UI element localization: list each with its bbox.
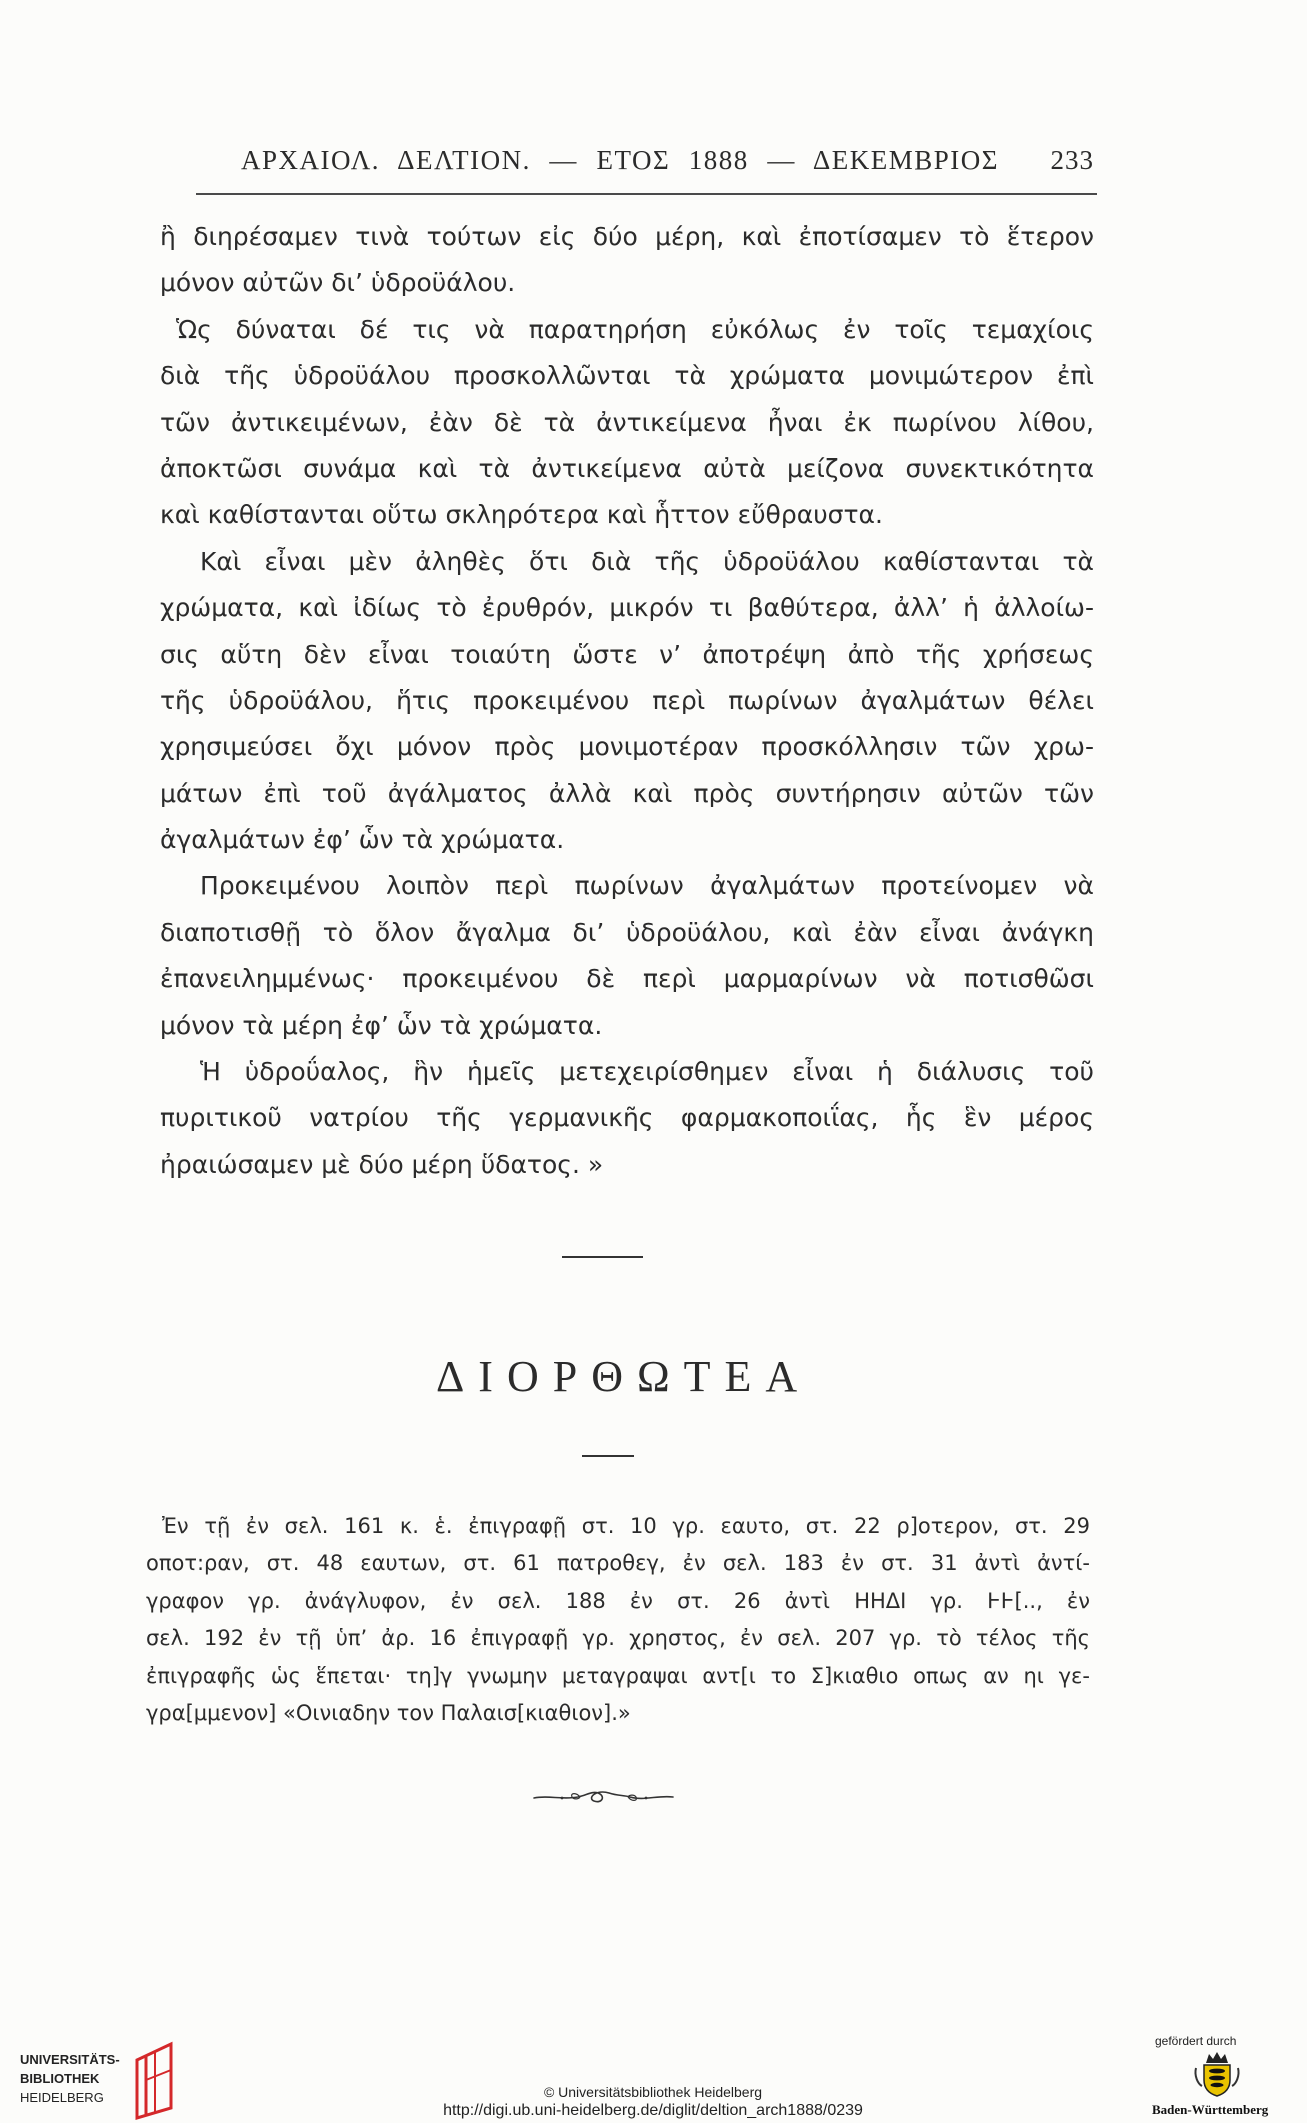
body-text — [160, 214, 1094, 1188]
text-line: Ὡς δύναται δέ τις νὰ παρατηρήση εὐκόλως ἐν τοῖς τεμαχίοις — [176, 314, 1094, 344]
text-line: Ἡ ὑδροΰαλος, ἣν ἡμεῖς μετεχειρίσθημεν εἶναι ἡ διάλυσις τοῦ — [200, 1057, 1094, 1087]
text-line: τῆς ὑδροϋάλου, ἥτις προκειμένου περὶ πωρίνων ἀγαλμάτων θέλει — [160, 685, 1094, 715]
sponsor-label: gefördert durch — [1155, 2034, 1237, 2048]
text-line: τῶν ἀντικειμένων, ἐὰν δὲ τὰ ἀντικείμενα ἦναι ἐκ πωρίνου λίθου, — [160, 407, 1094, 437]
text-line: μόνον αὐτῶν δι’ ὑδροϋάλου. — [160, 268, 516, 298]
copyright-notice: © Universitätsbibliothek Heidelberg — [543, 2084, 763, 2100]
page-number: 233 — [1050, 145, 1094, 175]
errata-line: σελ. 192 ἐν τῇ ὑπ’ ἀρ. 16 ἐπιγραφῇ γρ. χρηστος, ἐν σελ. 207 γρ. τὸ τέλος τῆς — [146, 1626, 1090, 1651]
errata-line: ἐπιγραφῆς ὡς ἕπεται· τη]γ γνωμην μεταγραψαι αντ[ι το Σ]κιαθιο οπως αν ηι γε- — [146, 1663, 1090, 1688]
section-rule-top — [562, 1256, 643, 1258]
library-name-line: BIBLIOTHEK — [20, 2071, 100, 2086]
library-name — [20, 2050, 120, 2107]
library-name-line: UNIVERSITÄTS- — [20, 2052, 120, 2067]
errata-line: γρα[μμενον] «Οινιαδην τον Παλαισ[κιαθιον].» — [146, 1700, 631, 1725]
paragraph — [160, 307, 1094, 539]
sponsor-name: Baden-Württemberg — [1152, 2102, 1269, 2117]
ornament-flourish — [532, 1784, 675, 1810]
library-logo-icon — [131, 2040, 179, 2120]
text-line: ἀγαλμάτων ἐφ’ ὧν τὰ χρώματα. — [160, 825, 565, 855]
text-line: καὶ καθίστανται οὕτω σκληρότερα καὶ ἧττον εὔθραυστα. — [160, 500, 883, 530]
text-line: πυριτικοῦ νατρίου τῆς γερμανικῆς φαρμακοποιΐας, ἧς ἓν μέρος — [160, 1103, 1094, 1133]
paragraph — [160, 1049, 1094, 1188]
section-rule-bottom — [582, 1455, 634, 1457]
text-line: Προκειμένου λοιπὸν περὶ πωρίνων ἀγαλμάτων προτείνομεν νὰ — [200, 871, 1094, 901]
text-line: ἠραιώσαμεν μὲ δύο μέρη ὕδατος. » — [160, 1149, 604, 1179]
text-line: διαποτισθῇ τὸ ὅλον ἄγαλμα δι’ ὑδροϋάλου, καὶ ἐὰν εἶναι ἀνάγκη — [160, 917, 1094, 947]
errata-line: Ἐν τῇ ἐν σελ. 161 κ. ἑ. ἐπιγραφῇ στ. 10 γρ. εαυτο, στ. 22 ρ]οτερον, στ. 29 — [162, 1514, 1090, 1538]
errata-line: γραφον γρ. ἀνάγλυφον, ἐν σελ. 188 ἐν στ. 26 ἀντὶ ΗΗΔΙ γρ. ͰͰ[.., ἐν — [146, 1588, 1090, 1613]
text-line: σις αὕτη δὲν εἶναι τοιαύτη ὥστε ν’ ἀποτρέψη ἀπὸ τῆς χρήσεως — [160, 639, 1094, 669]
text-line: ἢ διηρέσαμεν τινὰ τούτων εἰς δύο μέρη, καὶ ἐποτίσαμεν τὸ ἕτερον — [160, 222, 1094, 251]
text-line: ἀποκτῶσι συνάμα καὶ τὰ ἀντικείμενα αὐτὰ μείζονα συνεκτικότητα — [160, 453, 1094, 483]
paragraph — [160, 863, 1094, 1049]
text-line: χρώματα, καὶ ἰδίως τὸ ἐρυθρόν, μικρόν τι βαθύτερα, ἀλλ’ ἡ ἀλλοίω- — [160, 593, 1094, 623]
text-line: διὰ τῆς ὑδροϋάλου προσκολλῶνται τὰ χρώματα μονιμώτερον ἐπὶ — [160, 361, 1094, 391]
library-name-line: HEIDELBERG — [20, 2090, 104, 2105]
running-head-title: ΑΡΧΑΙΟΛ. ΔΕΛΤΙΟΝ. — ΕΤΟΣ 1888 — ΔΕΚΕΜΒΡΙΟΣ — [241, 145, 999, 175]
paragraph — [160, 539, 1094, 864]
text-line: χρησιμεύσει ὄχι μόνον πρὸς μονιμοτέραν προσκόλλησιν τῶν χρω- — [160, 732, 1094, 762]
section-title: ΔΙΟΡΘΩΤΕΑ — [436, 1352, 812, 1401]
paragraph — [160, 214, 1094, 307]
text-line: Καὶ εἶναι μὲν ἀληθὲς ὅτι διὰ τῆς ὑδροϋάλου καθίστανται τὰ — [200, 546, 1094, 576]
errata-line: οποτ:ραν, στ. 48 εαυτων, στ. 61 πατροθεγ, ἐν σελ. 183 ἐν στ. 31 ἀντὶ ἀντί- — [146, 1551, 1090, 1576]
header-rule — [196, 193, 1097, 195]
text-line: ἐπανειλημμένως· προκειμένου δὲ περὶ μαρμαρίνων νὰ ποτισθῶσι — [160, 964, 1094, 994]
text-line: μόνον τὰ μέρη ἐφ’ ὧν τὰ χρώματα. — [160, 1010, 603, 1040]
errata-block — [146, 1508, 1090, 1732]
coat-of-arms-icon — [1192, 2050, 1242, 2098]
text-line: μάτων ἐπὶ τοῦ ἀγάλματος ἀλλὰ καὶ πρὸς συντήρησιν αὐτῶν τῶν — [160, 778, 1094, 808]
source-url: http://digi.ub.uni-heidelberg.de/diglit/deltion_arch1888/0239 — [443, 2102, 863, 2119]
